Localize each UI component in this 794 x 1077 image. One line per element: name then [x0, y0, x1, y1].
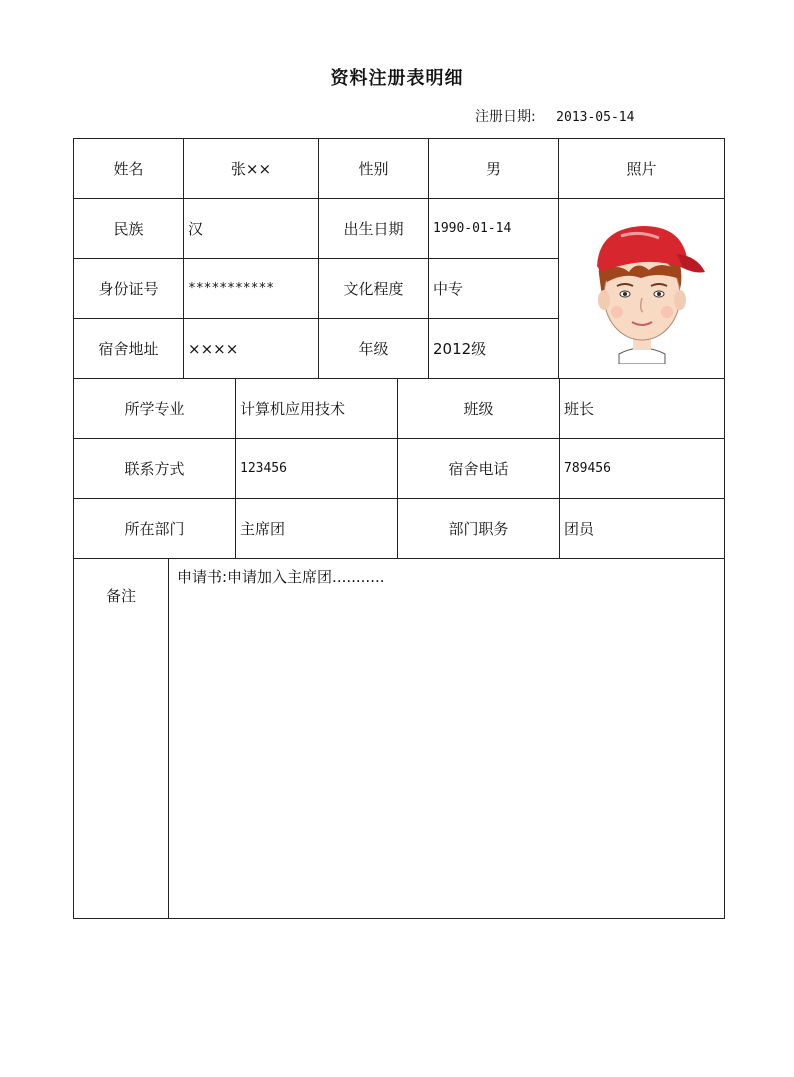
- personal-info-table: [73, 138, 725, 379]
- notes-table: [73, 558, 725, 919]
- notes-label: 备注: [74, 559, 169, 919]
- registration-date-label: 注册日期:: [475, 109, 536, 125]
- table-row: [74, 499, 725, 559]
- education-value: 中专: [429, 259, 559, 319]
- position-label: 部门职务: [398, 499, 560, 559]
- dorm-phone-value: 789456: [560, 439, 725, 499]
- gender-value: 男: [429, 139, 559, 199]
- table-row: [74, 199, 725, 259]
- name-label: 姓名: [74, 139, 184, 199]
- class-label: 班级: [398, 379, 560, 439]
- grade-label: 年级: [319, 319, 429, 379]
- dorm-address-value: ××××: [184, 319, 319, 379]
- table-row: [74, 439, 725, 499]
- birth-date-value: 1990-01-14: [429, 199, 559, 259]
- class-value: 班长: [560, 379, 725, 439]
- contact-label: 联系方式: [74, 439, 236, 499]
- gender-label: 性别: [319, 139, 429, 199]
- ethnicity-label: 民族: [74, 199, 184, 259]
- id-number-label: 身份证号: [74, 259, 184, 319]
- form-title: 资料注册表明细: [330, 68, 464, 89]
- study-info-table: [73, 378, 725, 559]
- major-value: 计算机应用技术: [236, 379, 398, 439]
- dorm-address-label: 宿舍地址: [74, 319, 184, 379]
- id-number-value: ***********: [184, 259, 319, 319]
- ethnicity-value: 汉: [184, 199, 319, 259]
- registration-form: [73, 138, 723, 918]
- education-label: 文化程度: [319, 259, 429, 319]
- table-row: [74, 139, 725, 199]
- photo-label: 照片: [559, 139, 725, 199]
- birth-date-label: 出生日期: [319, 199, 429, 259]
- table-row: [74, 559, 725, 919]
- photo-cell: [559, 199, 725, 379]
- avatar: [577, 214, 707, 364]
- registration-date: [475, 106, 634, 126]
- registration-date-value: 2013-05-14: [556, 110, 635, 125]
- name-value: 张××: [184, 139, 319, 199]
- contact-value: 123456: [236, 439, 398, 499]
- department-label: 所在部门: [74, 499, 236, 559]
- grade-value: 2012级: [429, 319, 559, 379]
- position-value: 团员: [560, 499, 725, 559]
- notes-content: 申请书:申请加入主席团...........: [169, 559, 725, 919]
- department-value: 主席团: [236, 499, 398, 559]
- major-label: 所学专业: [74, 379, 236, 439]
- table-row: [74, 379, 725, 439]
- dorm-phone-label: 宿舍电话: [398, 439, 560, 499]
